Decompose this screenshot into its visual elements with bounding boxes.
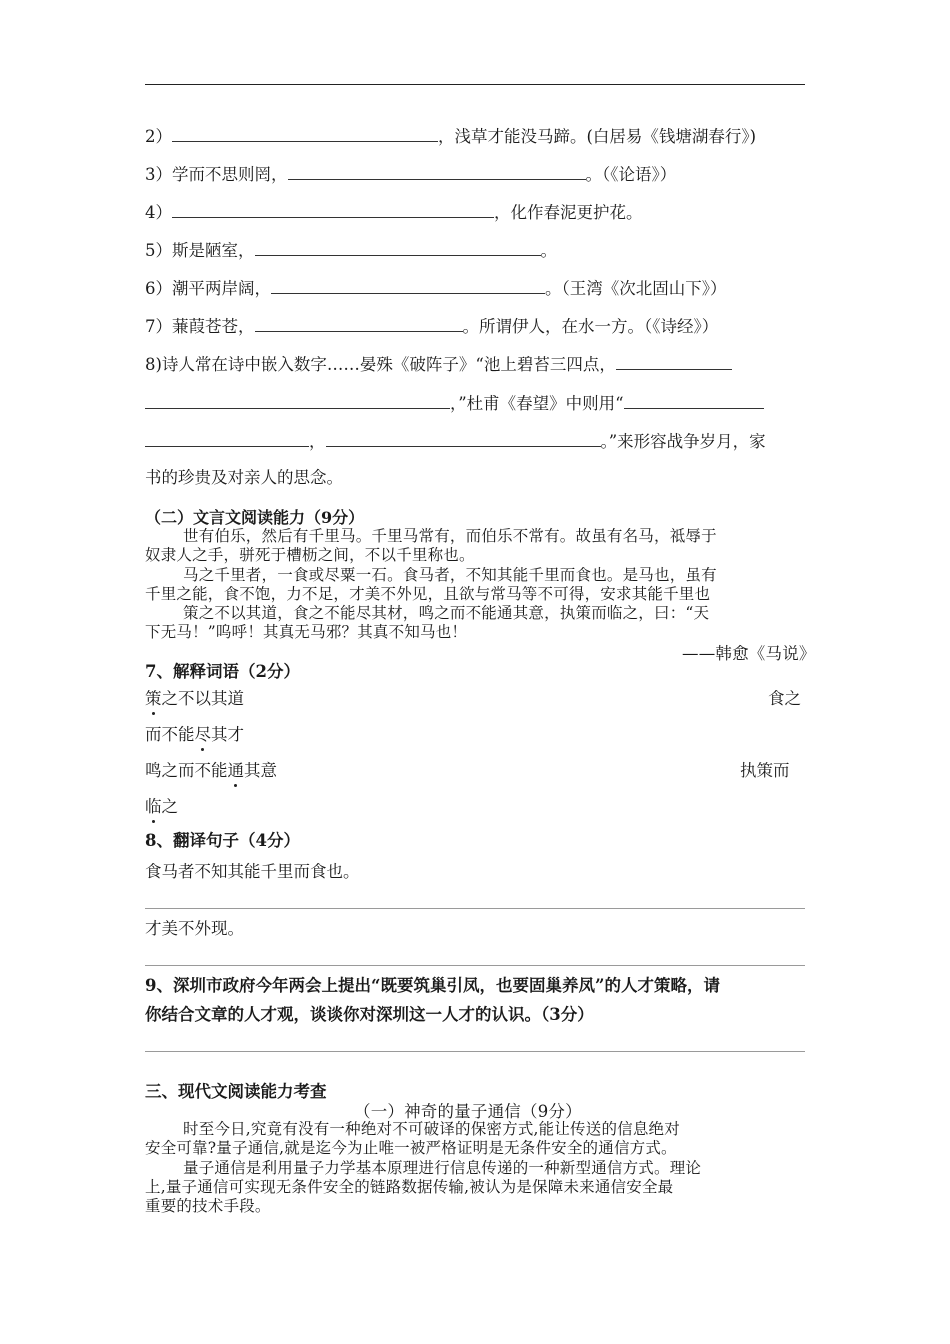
poem-line-7: 7）蒹葭苍苍， 。所谓伊人，在水一方。（《诗经》）: [145, 314, 807, 338]
modern-p1a: 时至今日,究竟有没有一种绝对不可破译的保密方式,能让传送的信息绝对: [183, 1120, 680, 1138]
q8-sentence-2: 才美不外现。: [145, 919, 244, 938]
q7-item-3: 鸣之而不能通其意: [145, 761, 277, 780]
poem-line-6: 6）潮平两岸阔， 。（王湾《次北固山下》）: [145, 276, 807, 300]
classical-p3b: 下无马！”呜呼！其真无马邪？其真不知马也！: [145, 623, 468, 641]
poem-line-8d: 书的珍贵及对亲人的思念。: [145, 468, 343, 487]
answer-blank[interactable]: [616, 352, 732, 370]
section2-title: （二）文言文阅读能力（9分）: [145, 508, 365, 527]
q9-line-1: 9、深圳市政府今年两会上提出“既要筑巢引凤，也要固巢养凤”的人才策略，请: [145, 976, 720, 995]
poem-line-4: 4） ，化作春泥更护花。: [145, 200, 807, 224]
poem-line-5: 5）斯是陋室， 。: [145, 238, 807, 262]
q9-line-2: 你结合文章的人才观，谈谈你对深圳这一人才的认识。（3分）: [145, 1005, 594, 1024]
section3-title: 三、现代文阅读能力考查: [145, 1082, 327, 1101]
classical-p1b: 奴隶人之手，骈死于槽枥之间，不以千里称也。: [145, 546, 475, 564]
classical-p1a: 世有伯乐，然后有千里马。千里马常有，而伯乐不常有。故虽有名马，祗辱于: [183, 527, 717, 545]
answer-blank[interactable]: [271, 276, 545, 294]
modern-p1b: 安全可靠?量子通信,就是迄今为止唯一被严格证明是无条件安全的通信方式。: [145, 1139, 677, 1157]
answer-line[interactable]: [145, 965, 805, 966]
q7-item-2-head: 食之: [768, 689, 801, 708]
answer-blank[interactable]: [172, 200, 494, 218]
q7-item-4-tail: 临之: [145, 797, 178, 816]
header-rule: [145, 84, 805, 85]
q7-title: 7、解释词语（2分）: [145, 662, 300, 681]
answer-blank[interactable]: [288, 162, 586, 180]
answer-blank[interactable]: [145, 391, 450, 409]
modern-p2b: 上,量子通信可实现无条件安全的链路数据传输,被认为是保障未来通信安全最: [145, 1178, 674, 1196]
q7-item-4-head: 执策而: [740, 761, 790, 780]
q8-sentence-1: 食马者不知其能千里而食也。: [145, 862, 360, 881]
answer-blank[interactable]: [255, 238, 541, 256]
section3-subtitle: （一）神奇的量子通信（9分）: [354, 1102, 582, 1121]
poem-line-3: 3）学而不思则罔， 。（《论语》）: [145, 162, 807, 186]
answer-blank[interactable]: [255, 314, 463, 332]
answer-blank[interactable]: [172, 124, 438, 142]
q8-title: 8、翻译句子（4分）: [145, 831, 300, 850]
answer-line[interactable]: [145, 908, 805, 909]
poem-line-2: 2） ，浅草才能没马蹄。(白居易《钱塘湖春行》): [145, 124, 807, 148]
poem-line-8c: ， 。”来形容战争岁月，家: [145, 429, 807, 453]
q7-item-2-tail: 而不能尽其才: [145, 725, 244, 744]
classical-author: ——韩愈《马说》: [682, 644, 816, 663]
answer-line[interactable]: [145, 1051, 805, 1052]
modern-p2a: 量子通信是利用量子力学基本原理进行信息传递的一种新型通信方式。理论: [183, 1159, 702, 1177]
poem-line-8: 8)诗人常在诗中嵌入数字……晏殊《破阵子》“池上碧苔三四点，: [145, 352, 807, 376]
classical-p2a: 马之千里者，一食或尽粟一石。食马者，不知其能千里而食也。是马也，虽有: [183, 566, 717, 584]
classical-p2b: 千里之能，食不饱，力不足，才美不外见，且欲与常马等不可得，安求其能千里也: [145, 585, 711, 603]
poem-line-8b: ，”杜甫《春望》中则用“: [145, 391, 807, 415]
answer-blank[interactable]: [145, 429, 309, 447]
answer-blank[interactable]: [624, 391, 764, 409]
answer-blank[interactable]: [326, 429, 601, 447]
classical-p3a: 策之不以其道，食之不能尽其材，鸣之而不能通其意，执策而临之，曰：“天: [183, 604, 710, 622]
q7-item-1: 策之不以其道: [145, 689, 244, 708]
modern-p2c: 重要的技术手段。: [145, 1197, 271, 1215]
